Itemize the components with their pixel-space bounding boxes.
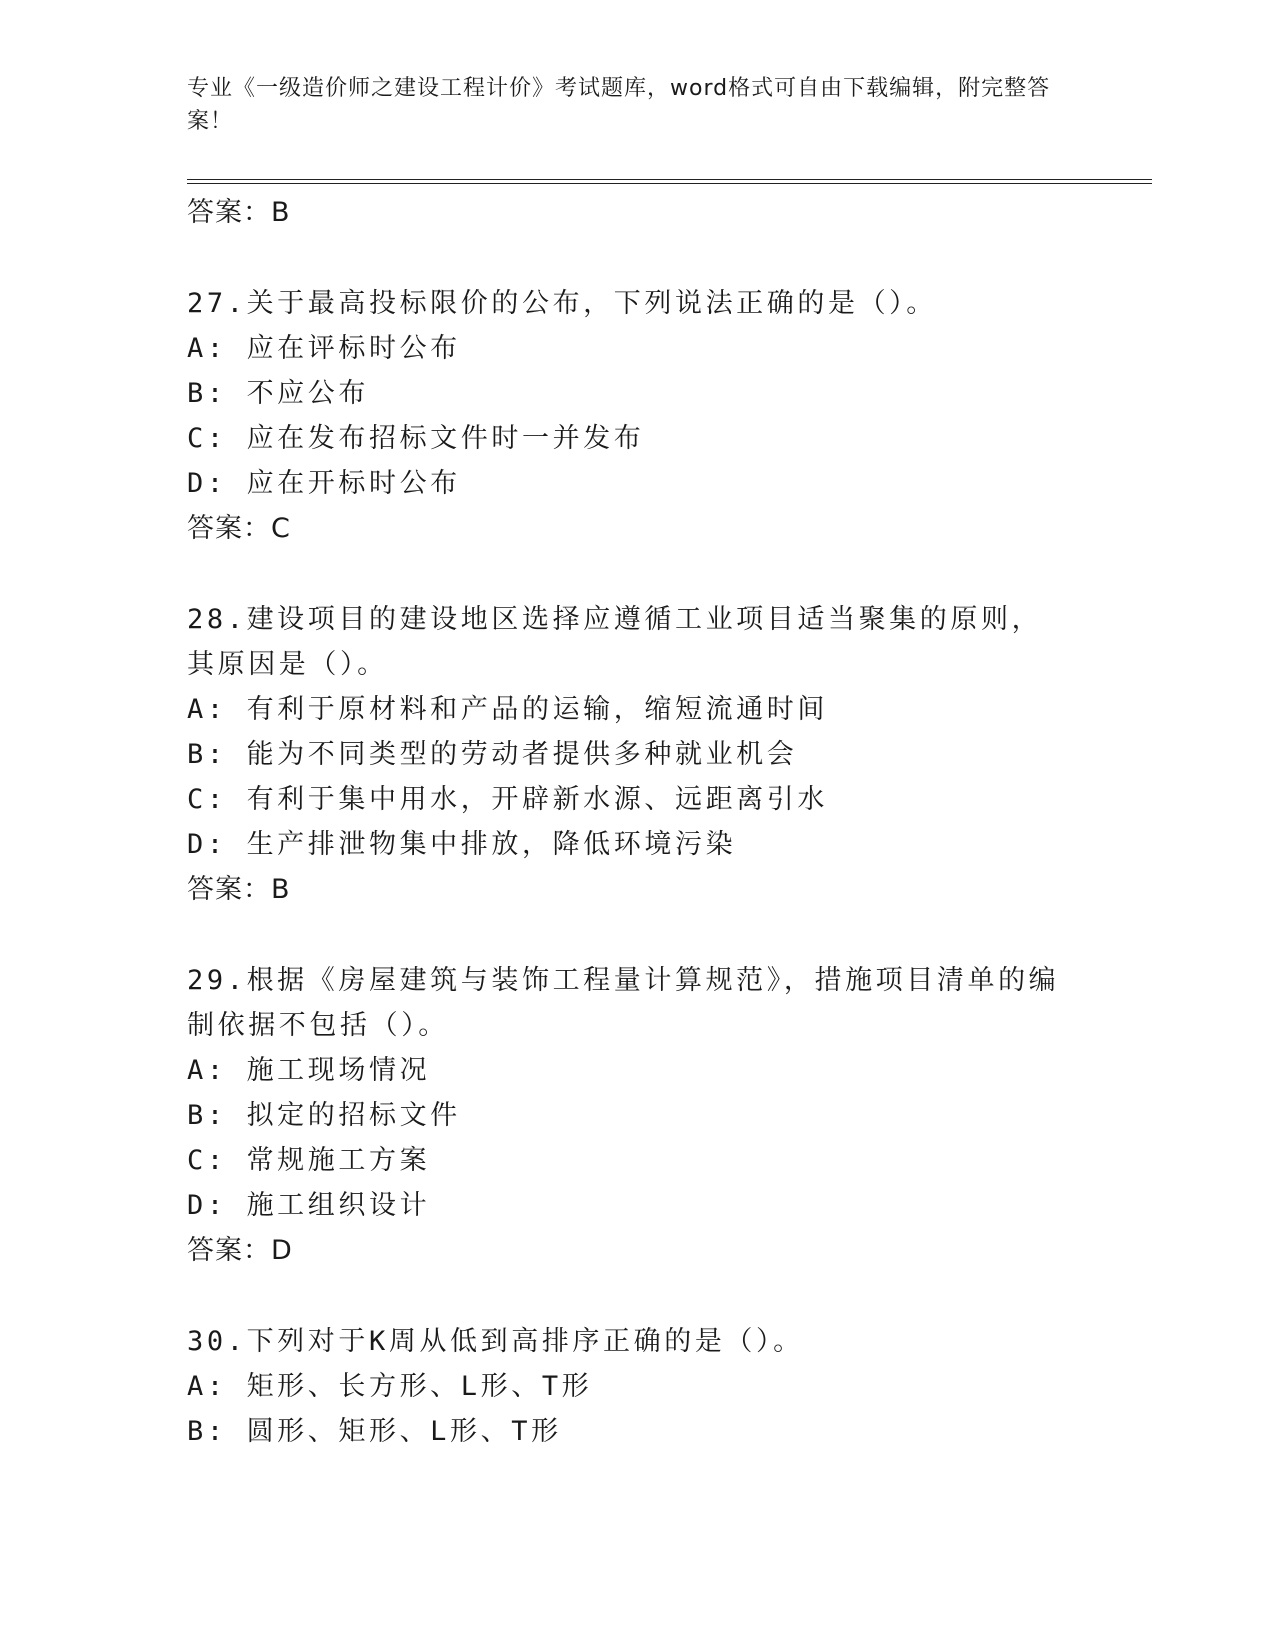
option-b: B: 拟定的招标文件 <box>187 1100 461 1131</box>
option-d: D: 生产排泄物集中排放，降低环境污染 <box>187 829 737 860</box>
question-30 <box>187 1319 1087 1454</box>
option-c: C: 应在发布招标文件时一并发布 <box>187 423 645 454</box>
option-c: C: 常规施工方案 <box>187 1145 431 1176</box>
document-body <box>187 190 1087 1454</box>
option-d: D: 应在开标时公布 <box>187 468 461 499</box>
answer: 答案：D <box>187 1235 293 1266</box>
header-divider-bottom <box>187 183 1152 184</box>
answer: 答案：B <box>187 874 291 905</box>
question-29 <box>187 958 1087 1273</box>
answer-q26: 答案：B <box>187 197 291 228</box>
question-27 <box>187 281 1087 551</box>
question-text: 28.建设项目的建设地区选择应遵循工业项目适当聚集的原则，其原因是（）。 <box>187 604 1043 680</box>
option-d: D: 施工组织设计 <box>187 1190 431 1221</box>
document-header: 专业《一级造价师之建设工程计价》考试题库，word格式可自由下载编辑，附完整答案！ <box>187 76 1051 134</box>
option-c: C: 有利于集中用水，开辟新水源、远距离引水 <box>187 784 828 815</box>
option-a: A: 矩形、长方形、L形、T形 <box>187 1371 593 1402</box>
header-divider-top <box>187 179 1152 180</box>
option-b: B: 能为不同类型的劳动者提供多种就业机会 <box>187 739 798 770</box>
option-a: A: 施工现场情况 <box>187 1055 431 1086</box>
option-b: B: 不应公布 <box>187 378 369 409</box>
option-a: A: 应在评标时公布 <box>187 333 461 364</box>
option-a: A: 有利于原材料和产品的运输，缩短流通时间 <box>187 694 828 725</box>
question-28 <box>187 597 1087 912</box>
question-text: 29.根据《房屋建筑与装饰工程量计算规范》，措施项目清单的编制依据不包括（）。 <box>187 965 1060 1041</box>
option-b: B: 圆形、矩形、L形、T形 <box>187 1416 562 1447</box>
question-text: 27.关于最高投标限价的公布，下列说法正确的是（）。 <box>187 288 937 319</box>
question-text: 30.下列对于K周从低到高排序正确的是（）。 <box>187 1326 804 1357</box>
answer: 答案：C <box>187 513 291 544</box>
